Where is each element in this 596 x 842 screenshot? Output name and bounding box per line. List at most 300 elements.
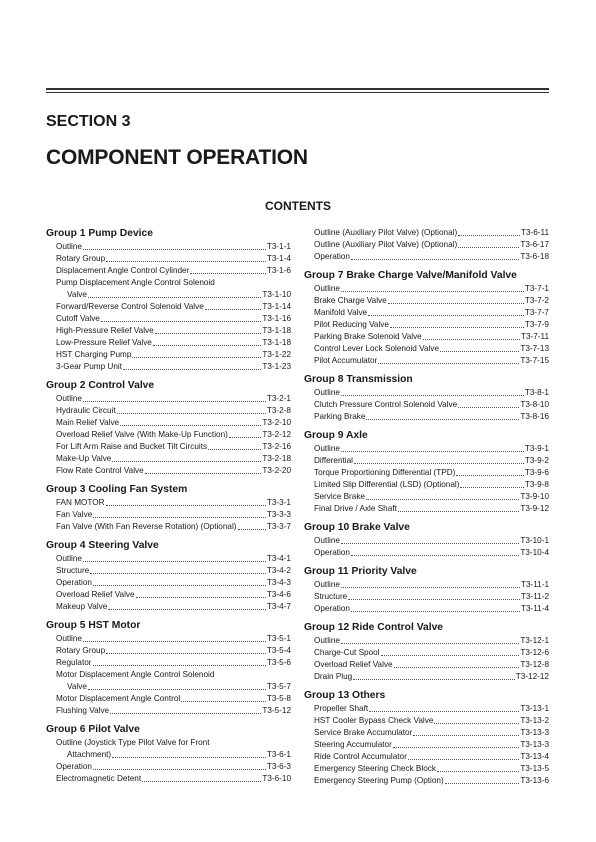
toc-entry[interactable] — [46, 761, 291, 773]
entry-title: Displacement Angle Control Cylinder — [56, 266, 190, 275]
toc-left-column — [46, 227, 291, 785]
entry-page-number: T3-2-20 — [262, 466, 291, 475]
toc-entry[interactable] — [304, 703, 549, 715]
entry-title: Operation — [56, 762, 92, 771]
toc-entry[interactable] — [46, 589, 291, 601]
entry-title: For Lift Arm Raise and Bucket Tilt Circuits — [56, 442, 208, 451]
entry-title: Overload Relief Valve (With Make-Up Function) — [56, 430, 228, 439]
entry-page-number: T3-10-4 — [520, 548, 549, 557]
entry-title: Operation — [314, 604, 350, 613]
dot-leader — [378, 363, 519, 364]
dot-leader — [106, 261, 266, 262]
entry-page-number: T3-4-3 — [266, 578, 291, 587]
dot-leader — [440, 351, 519, 352]
toc-entry[interactable] — [46, 277, 291, 289]
group-title: Group 9 Axle — [304, 430, 368, 441]
entry-page-number: T3-4-2 — [266, 566, 291, 575]
toc-group — [46, 483, 291, 533]
entry-page-number: T3-9-12 — [520, 504, 549, 513]
dot-leader — [351, 611, 520, 612]
entry-page-number: T3-12-1 — [520, 636, 549, 645]
dot-leader — [190, 273, 266, 274]
entry-title: Brake Charge Valve — [314, 296, 387, 305]
toc-entry[interactable] — [304, 295, 549, 307]
dot-leader — [423, 339, 520, 340]
toc-group — [304, 689, 549, 787]
entry-page-number: T3-3-3 — [266, 510, 291, 519]
toc-entry[interactable] — [46, 749, 291, 761]
dot-leader — [142, 781, 261, 782]
group-title: Group 7 Brake Charge Valve/Manifold Valve — [304, 270, 517, 281]
entry-page-number: T3-12-8 — [520, 660, 549, 669]
group-title: Group 10 Brake Valve — [304, 522, 410, 533]
entry-page-number: T3-5-4 — [266, 646, 291, 655]
entry-title: High-Pressure Relief Valve — [56, 326, 154, 335]
entry-title: Drain Plug — [314, 672, 353, 681]
dot-leader — [93, 769, 266, 770]
toc-entry[interactable] — [46, 737, 291, 749]
dot-leader — [83, 249, 266, 250]
entry-title: Valve — [67, 290, 87, 299]
entry-page-number: T3-1-23 — [262, 362, 291, 371]
entry-title: HST Cooler Bypass Check Valve — [314, 716, 434, 725]
toc-entry[interactable] — [46, 521, 291, 533]
entry-title: Manifold Valve — [314, 308, 368, 317]
entry-title: Motor Displacement Angle Control — [56, 694, 181, 703]
dot-leader — [341, 451, 524, 452]
toc-entry[interactable] — [46, 325, 291, 337]
entry-title: Fan Valve (With Fan Reverse Rotation) (Optional) — [56, 522, 237, 531]
entry-page-number: T3-3-7 — [266, 522, 291, 531]
entry-page-number: T3-7-9 — [524, 320, 549, 329]
entry-page-number: T3-9-6 — [524, 468, 549, 477]
toc-group — [304, 621, 549, 683]
dot-leader — [106, 653, 266, 654]
toc-entry[interactable] — [304, 443, 549, 455]
group-title: Group 12 Ride Control Valve — [304, 622, 444, 633]
toc-entry[interactable] — [304, 227, 549, 239]
entry-page-number: T3-8-16 — [520, 412, 549, 421]
entry-page-number: T3-2-1 — [266, 394, 291, 403]
entry-title: HST Charging Pump — [56, 350, 132, 359]
entry-title: Low-Pressure Relief Valve — [56, 338, 152, 347]
group-title: Group 13 Others — [304, 690, 386, 701]
entry-page-number: T3-9-1 — [524, 444, 549, 453]
toc-entry[interactable] — [304, 503, 549, 515]
entry-page-number: T3-13-4 — [520, 752, 549, 761]
entry-title: Steering Accumulator — [314, 740, 392, 749]
dot-leader — [460, 487, 523, 488]
toc-entry[interactable] — [46, 417, 291, 429]
toc-entry[interactable] — [304, 355, 549, 367]
entry-title: Charge-Cut Spool — [314, 648, 380, 657]
entry-title: Structure — [314, 592, 348, 601]
dot-leader — [117, 413, 266, 414]
toc-entry[interactable] — [46, 441, 291, 453]
entry-page-number: T3-6-1 — [266, 750, 291, 759]
toc-entry[interactable] — [304, 647, 549, 659]
entry-title: Outline (Joystick Type Pilot Valve for Front — [56, 738, 210, 747]
entry-title: Outline — [314, 284, 340, 293]
entry-page-number: T3-1-6 — [266, 266, 291, 275]
dot-leader — [90, 573, 266, 574]
entry-title: Outline (Auxiliary Pilot Valve) (Optional) — [314, 240, 458, 249]
entry-title: Final Drive / Axle Shaft — [314, 504, 397, 513]
entry-page-number: T3-5-8 — [266, 694, 291, 703]
dot-leader — [341, 291, 524, 292]
entry-page-number: T3-1-1 — [266, 242, 291, 251]
dot-leader — [112, 757, 266, 758]
dot-leader — [458, 247, 519, 248]
entry-title: Service Brake Accumulator — [314, 728, 413, 737]
dot-leader — [205, 309, 262, 310]
entry-title: Operation — [56, 578, 92, 587]
entry-page-number: T3-2-10 — [262, 418, 291, 427]
toc-group — [46, 723, 291, 785]
entry-page-number: T3-13-3 — [520, 728, 549, 737]
group-title: Group 11 Priority Valve — [304, 566, 417, 577]
entry-page-number: T3-1-4 — [266, 254, 291, 263]
toc-group — [304, 565, 549, 615]
toc-entry[interactable] — [46, 553, 291, 565]
dot-leader — [388, 303, 524, 304]
entry-title: Clutch Pressure Control Solenoid Valve — [314, 400, 458, 409]
dot-leader — [341, 395, 524, 396]
toc-entry[interactable] — [304, 387, 549, 399]
toc-entry[interactable] — [304, 239, 549, 251]
toc-group — [46, 619, 291, 717]
toc-entry[interactable] — [46, 301, 291, 313]
toc-entry[interactable] — [46, 465, 291, 477]
entry-page-number: T3-13-6 — [520, 776, 549, 785]
entry-page-number: T3-13-5 — [520, 764, 549, 773]
entry-title: Ride Control Accumulator — [314, 752, 407, 761]
entry-title: Motor Displacement Angle Control Solenoid — [56, 670, 215, 679]
toc-entry[interactable] — [46, 497, 291, 509]
toc-entry[interactable] — [46, 601, 291, 613]
entry-page-number: T3-10-1 — [520, 536, 549, 545]
entry-title: Flow Rate Control Valve — [56, 466, 144, 475]
entry-title: Differential — [314, 456, 353, 465]
entry-title: Outline — [314, 444, 340, 453]
entry-page-number: T3-5-12 — [262, 706, 291, 715]
toc-entry[interactable] — [304, 491, 549, 503]
toc-entry[interactable] — [304, 775, 549, 787]
entry-title: Valve — [67, 682, 87, 691]
dot-leader — [229, 437, 261, 438]
dot-leader — [458, 235, 520, 236]
entry-page-number: T3-1-14 — [262, 302, 291, 311]
entry-title: Outline — [56, 634, 82, 643]
toc-entry[interactable] — [46, 265, 291, 277]
dot-leader — [341, 643, 519, 644]
dot-leader — [354, 463, 524, 464]
group-title: Group 8 Transmission — [304, 374, 413, 385]
entry-title: Flushing Valve — [56, 706, 110, 715]
entry-page-number: T3-2-16 — [262, 442, 291, 451]
group-title: Group 6 Pilot Valve — [46, 724, 140, 735]
dot-leader — [381, 655, 520, 656]
dot-leader — [88, 297, 261, 298]
entry-page-number: T3-2-8 — [266, 406, 291, 415]
dot-leader — [83, 641, 266, 642]
entry-title: Rotary Group — [56, 254, 106, 263]
entry-page-number: T3-5-6 — [266, 658, 291, 667]
toc-entry[interactable] — [46, 657, 291, 669]
entry-page-number: T3-9-10 — [520, 492, 549, 501]
entry-title: Pilot Accumulator — [314, 356, 378, 365]
entry-title: Pump Displacement Angle Control Solenoid — [56, 278, 215, 287]
toc-entry[interactable] — [46, 313, 291, 325]
toc-entry[interactable] — [46, 577, 291, 589]
dot-leader — [110, 713, 261, 714]
toc-entry[interactable] — [46, 361, 291, 373]
entry-page-number: T3-7-2 — [524, 296, 549, 305]
dot-leader — [93, 517, 266, 518]
entry-title: Torque Proportioning Differential (TPD) — [314, 468, 456, 477]
entry-page-number: T3-11-4 — [520, 604, 549, 613]
toc-entry[interactable] — [304, 659, 549, 671]
dot-leader — [155, 333, 262, 334]
group-title: Group 4 Steering Valve — [46, 540, 159, 551]
entry-page-number: T3-1-16 — [262, 314, 291, 323]
entry-page-number: T3-1-18 — [262, 338, 291, 347]
toc-entry[interactable] — [46, 393, 291, 405]
dot-leader — [341, 587, 520, 588]
toc-group — [46, 539, 291, 613]
toc-entry[interactable] — [304, 671, 549, 683]
group-title: Group 3 Cooling Fan System — [46, 484, 188, 495]
entry-page-number: T3-13-2 — [520, 716, 549, 725]
dot-leader — [83, 401, 266, 402]
dot-leader — [136, 597, 266, 598]
entry-title: Service Brake — [314, 492, 365, 501]
toc-entry[interactable] — [46, 289, 291, 301]
entry-page-number: T3-1-10 — [262, 290, 291, 299]
entry-page-number: T3-8-1 — [524, 388, 549, 397]
entry-page-number: T3-4-6 — [266, 590, 291, 599]
entry-page-number: T3-12-6 — [520, 648, 549, 657]
entry-title: Outline — [314, 580, 340, 589]
entry-title: Regulator — [56, 658, 92, 667]
toc-entry[interactable] — [304, 535, 549, 547]
entry-page-number: T3-1-22 — [262, 350, 291, 359]
dot-leader — [145, 473, 262, 474]
dot-leader — [112, 461, 261, 462]
toc-entry[interactable] — [304, 467, 549, 479]
entry-title: Attachment) — [67, 750, 112, 759]
entry-title: FAN MOTOR — [56, 498, 105, 507]
toc-entry[interactable] — [304, 343, 549, 355]
toc-entry[interactable] — [46, 645, 291, 657]
dot-leader — [353, 679, 515, 680]
dot-leader — [398, 511, 520, 512]
header-rule-thin — [46, 92, 549, 93]
toc-entry[interactable] — [304, 283, 549, 295]
entry-page-number: T3-6-11 — [520, 228, 549, 237]
toc-entry[interactable] — [304, 307, 549, 319]
entry-page-number: T3-4-1 — [266, 554, 291, 563]
dot-leader — [437, 771, 519, 772]
toc-entry[interactable] — [304, 411, 549, 423]
dot-leader — [458, 407, 519, 408]
entry-title: Makeup Valve — [56, 602, 108, 611]
toc-entry[interactable] — [46, 681, 291, 693]
toc-entry[interactable] — [46, 405, 291, 417]
dot-leader — [445, 783, 520, 784]
entry-title: Electromagnetic Detent — [56, 774, 142, 783]
toc-group — [304, 373, 549, 423]
toc-entry[interactable] — [46, 453, 291, 465]
toc-entry[interactable] — [304, 739, 549, 751]
toc-entry[interactable] — [304, 727, 549, 739]
toc-entry[interactable] — [304, 455, 549, 467]
entry-page-number: T3-3-1 — [266, 498, 291, 507]
toc-entry[interactable] — [304, 751, 549, 763]
dot-leader — [106, 505, 266, 506]
toc-entry[interactable] — [46, 253, 291, 265]
toc-entry[interactable] — [304, 399, 549, 411]
entry-page-number: T3-6-10 — [262, 774, 291, 783]
dot-leader — [132, 357, 261, 358]
toc-entry[interactable] — [304, 603, 549, 615]
dot-leader — [93, 585, 266, 586]
dot-leader — [101, 321, 261, 322]
dot-leader — [348, 599, 520, 600]
dot-leader — [88, 689, 266, 690]
toc-entry[interactable] — [304, 547, 549, 559]
entry-title: 3-Gear Pump Unit — [56, 362, 122, 371]
dot-leader — [351, 555, 519, 556]
entry-title: Parking Brake Solenoid Valve — [314, 332, 422, 341]
group-title: Group 2 Control Valve — [46, 380, 155, 391]
entry-title: Emergency Steering Check Block — [314, 764, 436, 773]
dot-leader — [366, 499, 519, 500]
entry-page-number: T3-4-7 — [266, 602, 291, 611]
group-title: Group 1 Pump Device — [46, 228, 154, 239]
dot-leader — [153, 345, 261, 346]
dot-leader — [341, 543, 519, 544]
entry-page-number: T3-7-7 — [524, 308, 549, 317]
dot-leader — [366, 419, 519, 420]
entry-title: Overload Relief Valve — [314, 660, 393, 669]
dot-leader — [120, 425, 261, 426]
dot-leader — [408, 759, 519, 760]
entry-page-number: T3-5-7 — [266, 682, 291, 691]
toc-entry[interactable] — [46, 337, 291, 349]
entry-title: Operation — [314, 252, 350, 261]
toc-entry[interactable] — [46, 693, 291, 705]
contents-heading: CONTENTS — [265, 199, 331, 213]
entry-page-number: T3-7-1 — [524, 284, 549, 293]
dot-leader — [108, 609, 266, 610]
entry-page-number: T3-8-10 — [520, 400, 549, 409]
toc-entry[interactable] — [46, 509, 291, 521]
toc-entry[interactable] — [46, 705, 291, 717]
entry-page-number: T3-6-17 — [520, 240, 549, 249]
entry-title: Outline — [314, 636, 340, 645]
entry-title: Emergency Steering Pump (Option) — [314, 776, 444, 785]
entry-title: Fan Valve — [56, 510, 93, 519]
entry-page-number: T3-2-12 — [262, 430, 291, 439]
entry-title: Operation — [314, 548, 350, 557]
entry-page-number: T3-1-18 — [262, 326, 291, 335]
dot-leader — [351, 259, 519, 260]
dot-leader — [390, 327, 524, 328]
toc-entry[interactable] — [304, 479, 549, 491]
entry-page-number: T3-12-12 — [515, 672, 549, 681]
toc-group — [304, 269, 549, 367]
toc-entry[interactable] — [46, 565, 291, 577]
entry-page-number: T3-7-11 — [520, 332, 549, 341]
toc-entry[interactable] — [304, 331, 549, 343]
toc-entry[interactable] — [304, 635, 549, 647]
toc-entry[interactable] — [46, 241, 291, 253]
entry-title: Outline — [56, 242, 82, 251]
dot-leader — [93, 665, 266, 666]
dot-leader — [181, 701, 266, 702]
header-rule-thick — [46, 88, 549, 90]
toc-group — [46, 227, 291, 373]
entry-title: Cutoff Valve — [56, 314, 100, 323]
entry-title: Propeller Shaft — [314, 704, 369, 713]
dot-leader — [394, 667, 520, 668]
entry-page-number: T3-11-1 — [520, 580, 549, 589]
toc-entry[interactable] — [304, 579, 549, 591]
entry-title: Rotary Group — [56, 646, 106, 655]
entry-page-number: T3-9-8 — [524, 480, 549, 489]
entry-page-number: T3-9-2 — [524, 456, 549, 465]
entry-page-number: T3-13-3 — [520, 740, 549, 749]
toc-entry[interactable] — [46, 349, 291, 361]
entry-title: Control Lever Lock Solenoid Valve — [314, 344, 440, 353]
section-label: SECTION 3 — [46, 113, 131, 130]
dot-leader — [413, 735, 519, 736]
entry-page-number: T3-5-1 — [266, 634, 291, 643]
dot-leader — [83, 561, 266, 562]
entry-title: Structure — [56, 566, 90, 575]
dot-leader — [368, 315, 524, 316]
entry-title: Outline — [314, 536, 340, 545]
dot-leader — [393, 747, 520, 748]
toc-entry[interactable] — [46, 633, 291, 645]
toc-group — [304, 429, 549, 515]
toc-entry[interactable] — [46, 669, 291, 681]
toc-entry[interactable] — [304, 715, 549, 727]
entry-title: Outline (Auxiliary Pilot Valve) (Optional) — [314, 228, 458, 237]
dot-leader — [434, 723, 519, 724]
toc-right-column — [304, 227, 549, 787]
toc-group — [46, 379, 291, 477]
toc-group — [304, 521, 549, 559]
entry-title: Pilot Reducing Valve — [314, 320, 389, 329]
toc-entry[interactable] — [46, 773, 291, 785]
toc-entry[interactable] — [46, 429, 291, 441]
toc-entry[interactable] — [304, 251, 549, 263]
group-title: Group 5 HST Motor — [46, 620, 141, 631]
entry-page-number: T3-7-15 — [520, 356, 549, 365]
entry-page-number: T3-7-13 — [520, 344, 549, 353]
toc-entry[interactable] — [304, 763, 549, 775]
entry-page-number: T3-2-18 — [262, 454, 291, 463]
toc-entry[interactable] — [304, 591, 549, 603]
entry-title: Outline — [314, 388, 340, 397]
entry-title: Outline — [56, 394, 82, 403]
entry-page-number: T3-6-18 — [520, 252, 549, 261]
entry-page-number: T3-11-2 — [520, 592, 549, 601]
entry-title: Outline — [56, 554, 82, 563]
toc-entry[interactable] — [304, 319, 549, 331]
